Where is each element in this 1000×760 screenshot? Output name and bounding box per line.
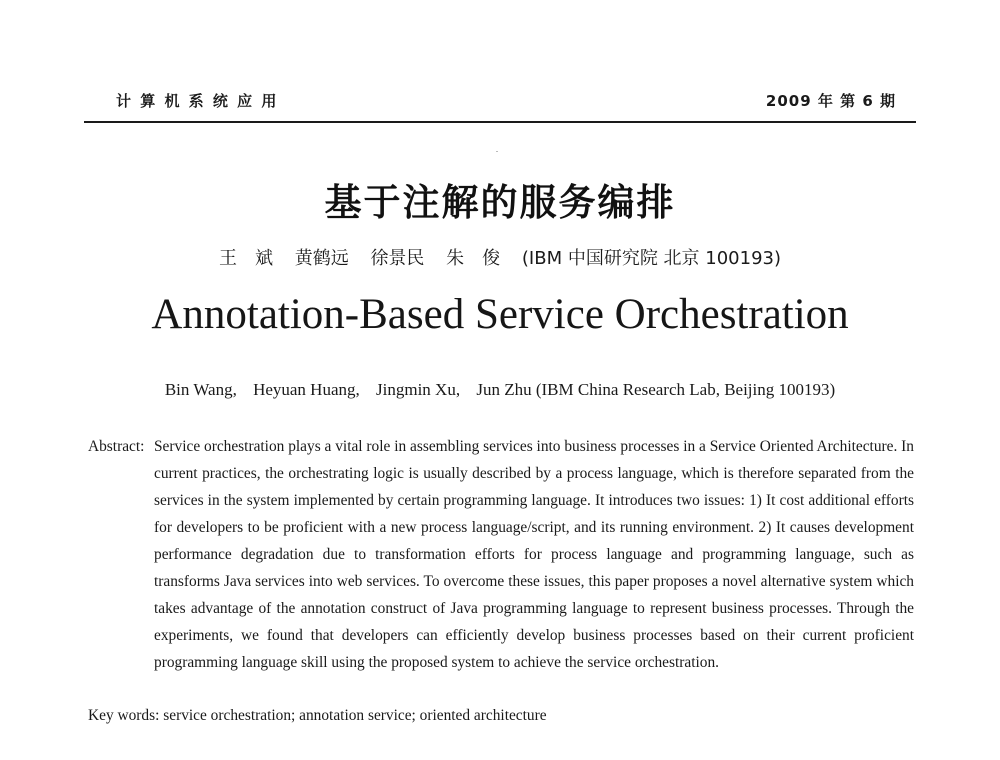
- author-cn-2: 黄鹤远: [294, 248, 349, 269]
- paper-title-chinese: 基于注解的服务编排: [324, 181, 676, 224]
- issue-number: 2009 年 第 6 期: [765, 92, 896, 110]
- author-en-2: Heyuan Huang,: [253, 380, 360, 399]
- affiliation-chinese: (IBM 中国研究院 北京 100193): [521, 248, 782, 269]
- author-cn-4: 朱 俊: [446, 248, 501, 269]
- author-cn-3: 徐景民: [370, 248, 425, 269]
- paper-title-english: Annotation-Based Service Orchestration: [151, 291, 849, 338]
- journal-name: 计 算 机 系 统 应 用: [116, 92, 279, 110]
- authors-english: [0, 380, 1000, 400]
- author-cn-1: 王 斌: [218, 248, 273, 269]
- abstract: [88, 433, 914, 676]
- header-rule: [84, 121, 916, 123]
- keywords-text: service orchestration; annotation service; oriented architecture: [163, 707, 547, 724]
- author-en-4: Jun Zhu: [476, 380, 532, 399]
- author-en-3: Jingmin Xu,: [376, 380, 461, 399]
- authors-chinese: [0, 244, 1000, 270]
- scan-speck: [496, 151, 498, 152]
- keywords-label: Key words:: [88, 707, 160, 724]
- affiliation-english: (IBM China Research Lab, Beijing 100193): [535, 380, 836, 399]
- keywords: [88, 707, 914, 725]
- abstract-body: Service orchestration plays a vital role in assembling services into business processes in a Service Oriented Architecture. In current practices, the orchestrating logic is usually described by a process language, which is therefore separated from the services in the system implemented by certain programming language. It introduces two issues: 1) It cost additional efforts for developers to be proficient with a new process language/script, and its running environment. 2) It causes development performance degradation due to transformation efforts for process language and programming language, such as transforms Java services into web services. To overcome these issues, this paper proposes a novel alternative system which takes advantage of the annotation construct of Java programming language to represent business processes. Through the experiments, we found that developers can efficiently develop business processes based on their current proficient programming language skill using the proposed system to achieve the service orchestration.: [154, 438, 914, 671]
- author-en-1: Bin Wang,: [164, 380, 237, 399]
- abstract-label: Abstract:: [88, 438, 145, 455]
